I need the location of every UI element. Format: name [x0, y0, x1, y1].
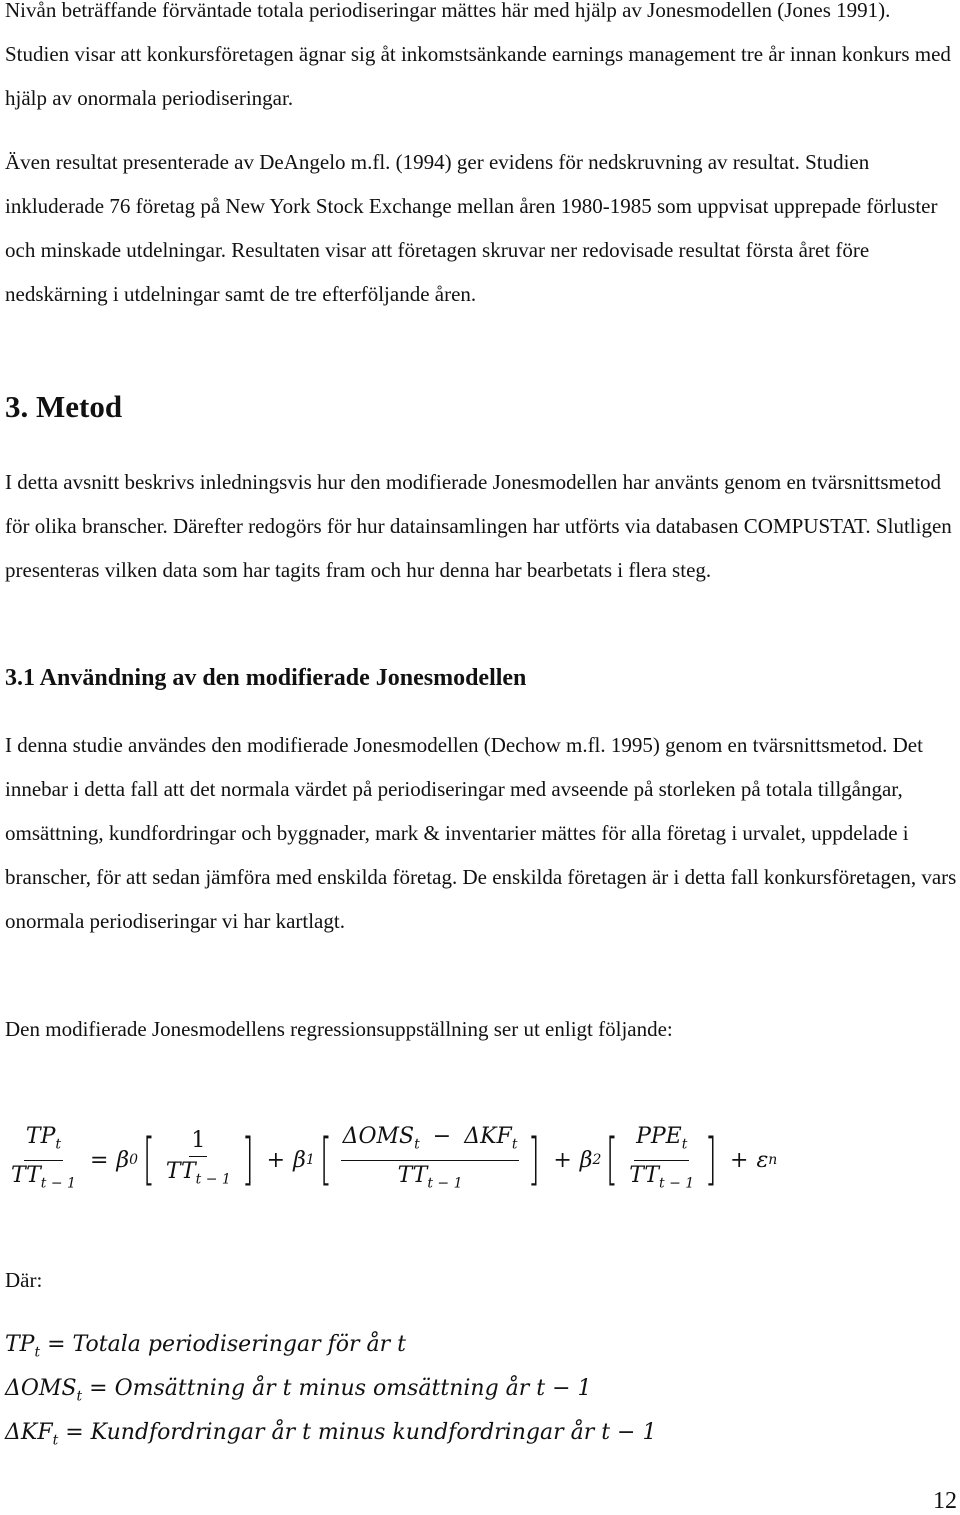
def-text: = Omsättning år t minus omsättning år t − 1 — [89, 1376, 592, 1401]
epsilon: ε — [756, 1147, 769, 1173]
definition-tp — [5, 1330, 406, 1367]
regression-equation — [5, 1120, 777, 1200]
paragraph-regression-intro: Den modifierade Jonesmodellens regressionsuppställning ser ut enligt följande: — [5, 1017, 673, 1041]
eq-sub: t — [414, 1136, 420, 1153]
eq-text: PPE — [636, 1124, 682, 1150]
lhs-fraction — [9, 1124, 78, 1196]
fraction-2 — [341, 1124, 520, 1196]
def-symbol: TP — [5, 1332, 35, 1357]
fraction-3 — [627, 1124, 696, 1196]
beta0: β — [116, 1147, 130, 1173]
eq-text: TT — [165, 1158, 196, 1184]
beta1: β — [293, 1147, 306, 1173]
eq-sub: n — [768, 1152, 778, 1168]
paragraph-method-intro: I detta avsnitt beskrivs inledningsvis hur den modifierade Jonesmodellen har använts genom en tvärsnittsmetod för olika branscher. Därefter redogörs för hur datainsamlingen har utförts via databasen COMPUSTAT. Slutligen presenteras vilken data som har tagits fram och hur denna har bearbetats i flera steg. — [5, 470, 952, 582]
page-number: 12 — [933, 1488, 957, 1514]
eq-text: TT — [11, 1162, 41, 1188]
def-text: = Kundfordringar år t minus kundfordringar år t − 1 — [65, 1420, 657, 1445]
plus-sign: + — [730, 1147, 749, 1173]
eq-text: TT — [397, 1162, 428, 1188]
def-symbol: ΔOMS — [5, 1376, 77, 1401]
def-text: = Totala periodiseringar för år t — [47, 1332, 406, 1357]
heading-jones-usage: 3.1 Användning av den modifierade Jonesmodellen — [5, 665, 527, 691]
eq-sub: 2 — [592, 1152, 602, 1168]
plus-sign: + — [553, 1147, 572, 1173]
paragraph-jones-usage: I denna studie användes den modifierade Jonesmodellen (Dechow m.fl. 1995) genom en tvärsnittsmetod. Det innebar i detta fall att det normala värdet på periodiseringar med avseende på storleken på totala tillgångar, omsättning, kundfordringar och byggnader, mark & inventarier mättes för alla företag i urvalet, uppdelade i branscher, för att sedan jämföra med enskilda företag. De enskilda företagen är i detta fall konkursföretagen, vars onormala periodiseringar vi har kartlagt. — [5, 733, 957, 933]
heading-metod: 3. Metod — [5, 389, 123, 424]
bracket-open: [ — [606, 1127, 619, 1192]
equals-sign: = — [89, 1147, 109, 1173]
bracket-open: [ — [142, 1127, 155, 1192]
paragraph-deangelo: Även resultat presenterade av DeAngelo m.fl. (1994) ger evidens för nedskruvning av resultat. Studien inkluderade 76 företag på New York Stock Exchange mellan åren 1980-1985 som uppvisat upprepade förluster och minskade utdelningar. Resultaten visar att företagen skruvar ner redovisade resultat första året före nedskärning i utdelningar samt de tre efterföljande åren. — [5, 150, 938, 306]
paragraph-jones-intro: Nivån beträffande förväntade totala periodiseringar mättes här med hjälp av Jonesmodellen (Jones 1991). Studien visar att konkursföretagen ägnar sig åt inkomstsänkande earnings management tre år innan konkurs med hjälp av onormala periodiseringar. — [5, 0, 951, 110]
eq-sub: t — [681, 1136, 688, 1153]
fraction-1 — [164, 1128, 233, 1192]
eq-sub: t — [55, 1136, 62, 1153]
def-sub: t — [34, 1344, 41, 1361]
eq-sub: 0 — [129, 1152, 139, 1168]
eq-text: 1 — [189, 1128, 207, 1157]
eq-sub: t − 1 — [659, 1174, 695, 1191]
eq-text: TP — [25, 1124, 56, 1150]
eq-sub: 1 — [305, 1152, 315, 1168]
bracket-close: ] — [528, 1127, 541, 1192]
def-sub: t — [76, 1388, 83, 1405]
minus-sign: − — [432, 1124, 452, 1150]
bracket-close: ] — [241, 1127, 254, 1192]
definitions-label: Där: — [5, 1268, 43, 1292]
eq-sub: t — [511, 1136, 518, 1153]
eq-sub: t − 1 — [40, 1174, 76, 1191]
definition-oms — [5, 1374, 592, 1411]
beta2: β — [579, 1147, 593, 1173]
eq-text: ΔOMS — [342, 1124, 415, 1150]
bracket-open: [ — [319, 1127, 332, 1192]
eq-text: ΔKF — [464, 1124, 512, 1150]
eq-sub: t − 1 — [427, 1174, 463, 1191]
plus-sign: + — [266, 1147, 286, 1173]
def-symbol: ΔKF — [5, 1420, 53, 1445]
definition-kf — [5, 1418, 656, 1455]
eq-text: TT — [629, 1162, 660, 1188]
def-sub: t — [52, 1432, 59, 1449]
bracket-close: ] — [705, 1127, 718, 1192]
eq-sub: t − 1 — [195, 1171, 231, 1188]
